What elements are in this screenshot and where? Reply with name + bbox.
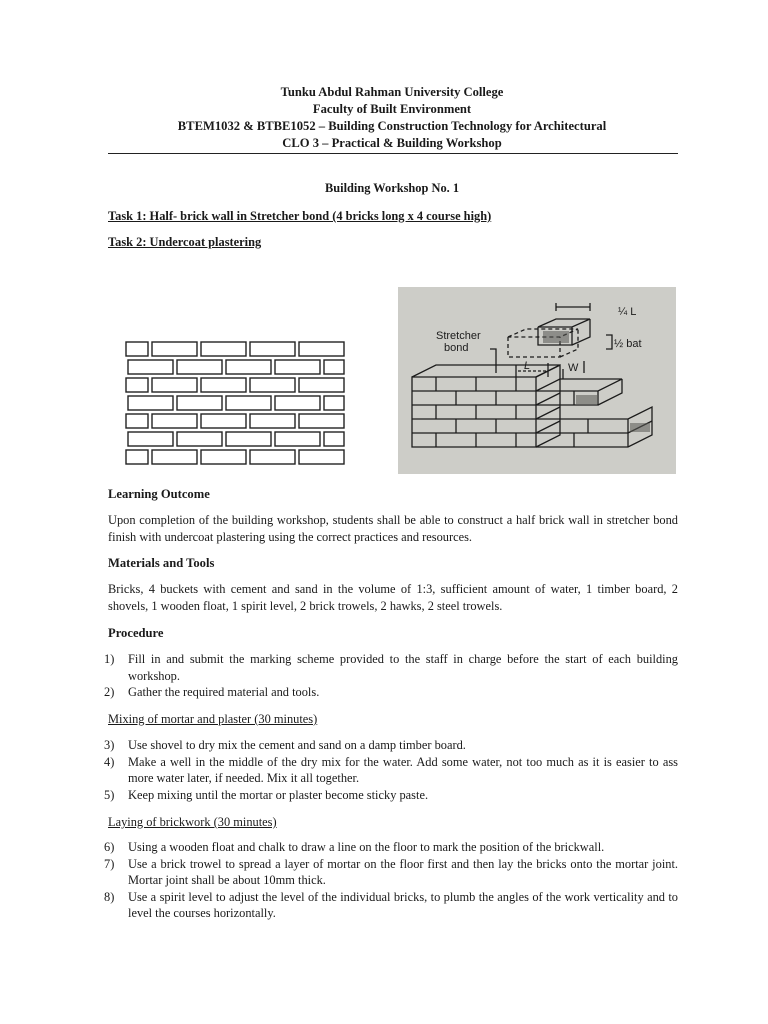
step-number: 5): [104, 787, 115, 802]
procedure-heading: Procedure: [108, 626, 164, 640]
clo-title: CLO 3 – Practical & Building Workshop: [282, 136, 502, 150]
step-text: Use a spirit level to adjust the level of the individual bricks, to plumb the angles of the work verticality and to level the courses horizontally.: [128, 889, 678, 920]
materials-heading: Materials and Tools: [108, 556, 215, 570]
stretcher-bond-label-1: Stretcher: [436, 330, 481, 342]
list-item: [104, 856, 678, 889]
half-bat-label: ½ bat: [614, 338, 642, 350]
task-1: Task 1: Half- brick wall in Stretcher bond (4 bricks long x 4 course high): [108, 209, 492, 223]
stretcher-bond-elevation-figure: [124, 340, 354, 474]
step-number: 8): [104, 889, 115, 904]
brick-wall-drawing: [124, 340, 354, 470]
length-label: L: [524, 360, 531, 372]
step-number: 6): [104, 840, 115, 854]
step-number: 3): [104, 738, 115, 752]
step-number: 4): [104, 754, 115, 769]
workshop-title: Building Workshop No. 1: [324, 181, 460, 195]
one-quarter-label: ¼ L: [618, 306, 637, 318]
stretcher-bond-sketch-photo: [398, 287, 676, 474]
mixing-heading: Mixing of mortar and plaster (30 minutes): [108, 712, 318, 726]
step-number: 1): [104, 652, 115, 666]
laying-heading: Laying of brickwork (30 minutes): [108, 815, 277, 829]
stretcher-bond-sketch: [398, 287, 676, 474]
step-number: 2): [104, 685, 115, 699]
task-2: Task 2: Undercoat plastering: [108, 235, 262, 249]
header-divider: [108, 153, 678, 154]
step-number: 7): [104, 856, 115, 871]
learning-outcome-text: Upon completion of the building workshop, students shall be able to construct a half brick wall in stretcher bond finish with undercoat plastering using the correct practices and resources.: [108, 513, 678, 544]
width-label: W: [568, 362, 579, 374]
faculty-name: Faculty of Built Environment: [312, 102, 472, 116]
procedure-list-b: [104, 737, 678, 803]
step-text: Keep mixing until the mortar or plaster become sticky paste.: [128, 787, 429, 802]
list-item: [104, 651, 678, 684]
course-title: BTEM1032 & BTBE1052 – Building Construction Technology for Architectural: [177, 119, 607, 133]
stretcher-bond-label-2: bond: [444, 342, 469, 354]
list-item: [104, 737, 678, 754]
step-text: Fill in and submit the marking scheme provided to the staff in charge before the start of each building workshop.: [128, 652, 678, 683]
step-text: Using a wooden float and chalk to draw a line on the floor to mark the position of the brickwall.: [128, 840, 605, 854]
list-item: [104, 787, 678, 804]
procedure-list-c: [104, 839, 678, 922]
learning-outcome-heading: Learning Outcome: [108, 487, 210, 501]
list-item: [104, 754, 678, 787]
step-text: Use a brick trowel to spread a layer of mortar on the floor first and then lay the bricks onto the mortar joint. Mortar joint shall be about 10mm thick.: [128, 856, 678, 887]
step-text: Gather the required material and tools.: [128, 685, 320, 699]
list-item: [104, 889, 678, 922]
step-text: Use shovel to dry mix the cement and sand on a damp timber board.: [128, 738, 466, 752]
institution-name: Tunku Abdul Rahman University College: [280, 85, 504, 99]
procedure-list-a: [104, 651, 678, 701]
step-text: Make a well in the middle of the dry mix for the water. Add some water, not too much as it is easier to ass more water later, if needed. Mix it all together.: [128, 754, 678, 785]
list-item: [104, 684, 678, 701]
list-item: [104, 839, 678, 856]
materials-text: Bricks, 4 buckets with cement and sand in the volume of 1:3, sufficient amount of water, 1 timber board, 2 shovels, 1 wooden float, 1 spirit level, 2 brick trowels, 2 hawks, 2 steel trowels.: [108, 582, 678, 613]
